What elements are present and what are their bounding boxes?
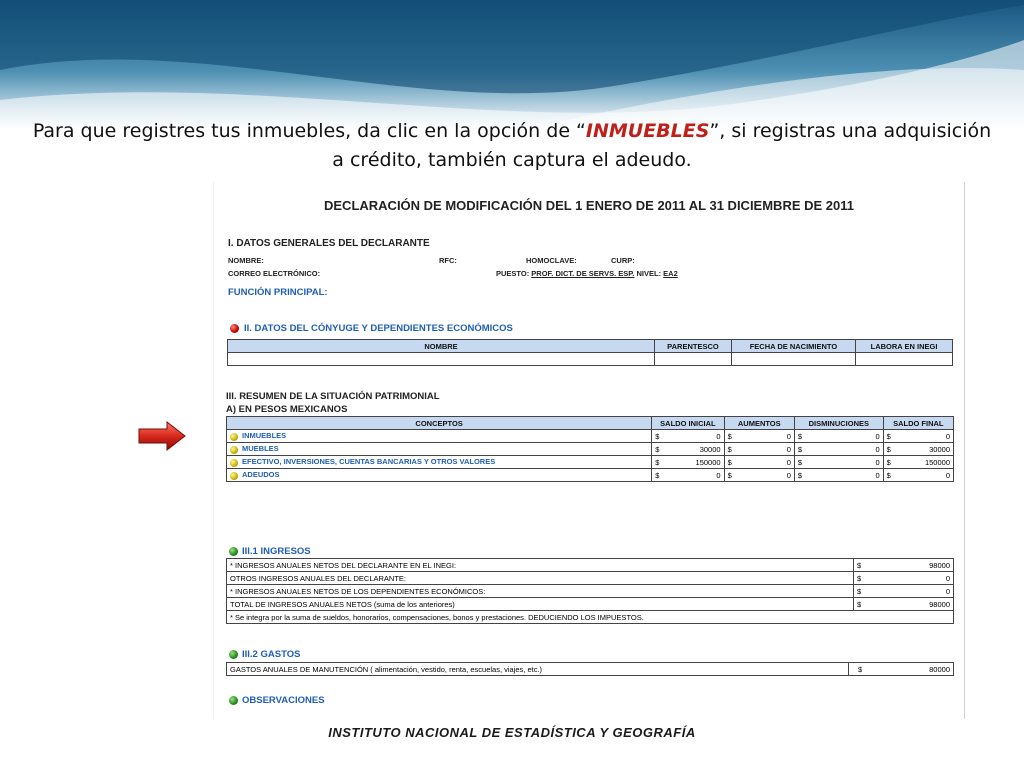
red-bullet-icon [230, 324, 239, 333]
nombre-label: NOMBRE: [228, 256, 264, 265]
gastos-link[interactable]: III.2 GASTOS [242, 649, 301, 660]
currency: $ [797, 470, 803, 480]
saldo-final: 150000 [924, 457, 950, 467]
inmuebles-link[interactable] [227, 430, 652, 443]
col-disminuciones: DISMINUCIONES [794, 417, 883, 430]
currency: $ [857, 573, 862, 583]
dependents-table [227, 339, 953, 366]
ingreso-value: 0 [945, 586, 950, 596]
saldo-final: 0 [945, 470, 950, 480]
aumentos: 0 [786, 444, 791, 454]
yellow-bullet-icon [230, 459, 238, 467]
yellow-bullet-icon [230, 446, 238, 454]
currency: $ [886, 444, 891, 454]
table-row [227, 572, 954, 585]
currency: $ [727, 431, 732, 441]
currency: $ [886, 470, 891, 480]
saldo-final: 0 [945, 431, 950, 441]
ingreso-value: 98000 [929, 560, 950, 570]
funcion-principal-link[interactable]: FUNCIÓN PRINCIPAL: [228, 287, 328, 298]
currency: $ [655, 431, 660, 441]
homoclave-label: HOMOCLAVE: [526, 256, 577, 265]
currency: $ [727, 444, 732, 454]
table-row [227, 598, 954, 611]
correo-label: CORREO ELECTRÓNICO: [228, 269, 321, 278]
currency: $ [858, 664, 863, 674]
col-labora-inegi: LABORA EN INEGI [856, 340, 953, 353]
aumentos: 0 [786, 470, 791, 480]
instruction-part1: Para que registres tus inmuebles, da clic en la opción de “ [32, 120, 586, 142]
saldo-inicial: 0 [716, 431, 721, 441]
declaration-form-screenshot [213, 182, 965, 719]
currency: $ [727, 470, 732, 480]
patrimonio-table [226, 416, 954, 482]
col-conceptos: CONCEPTOS [227, 417, 652, 430]
currency: $ [727, 457, 732, 467]
aumentos: 0 [786, 457, 791, 467]
right-arrow-icon [137, 420, 187, 452]
yellow-bullet-icon [230, 433, 238, 441]
saldo-inicial: 150000 [695, 457, 721, 467]
nivel-label: NIVEL: [636, 269, 662, 278]
disminuciones: 0 [875, 457, 880, 467]
footer-institution: INSTITUTO NACIONAL DE ESTADÍSTICA Y GEOGRAFÍA [328, 725, 696, 740]
green-bullet-icon [229, 696, 238, 705]
concept-label: INMUEBLES [242, 431, 287, 441]
concept-label: EFECTIVO, INVERSIONES, CUENTAS BANCARIAS Y OTROS VALORES [242, 457, 496, 467]
currency: $ [655, 457, 660, 467]
table-row [227, 559, 954, 572]
puesto-row [496, 269, 678, 278]
table-row [227, 611, 954, 624]
currency: $ [797, 444, 803, 454]
saldo-inicial: 30000 [699, 444, 721, 454]
puesto-label: PUESTO: [496, 269, 530, 278]
efectivo-link[interactable] [227, 456, 652, 469]
table-row-inmuebles [227, 430, 954, 443]
col-saldo-final: SALDO FINAL [883, 417, 953, 430]
puesto-value: PROF. DICT. DE SERVS. ESP. [531, 269, 635, 278]
saldo-final: 30000 [929, 444, 950, 454]
gastos-label: GASTOS ANUALES DE MANUTENCIÓN ( alimentación, vestido, renta, escuelas, viajes, etc.) [227, 663, 849, 676]
concept-label: MUEBLES [242, 444, 279, 454]
table-row [228, 353, 953, 366]
col-parentesco: PARENTESCO [655, 340, 732, 353]
adeudos-link[interactable] [227, 469, 652, 482]
section3-title: III. RESUMEN DE LA SITUACIÓN PATRIMONIAL [226, 391, 440, 402]
instruction-text [30, 117, 994, 175]
ingreso-label: * INGRESOS ANUALES NETOS DEL DECLARANTE EN EL INEGI: [227, 559, 854, 572]
currency: $ [886, 457, 891, 467]
ingreso-label: * INGRESOS ANUALES NETOS DE LOS DEPENDIENTES ECONÓMICOS: [227, 585, 854, 598]
rfc-label: RFC: [439, 256, 457, 265]
ingreso-label: TOTAL DE INGRESOS ANUALES NETOS (suma de los anteriores) [227, 598, 854, 611]
section2-link[interactable]: II. DATOS DEL CÓNYUGE Y DEPENDIENTES ECONÓMICOS [244, 323, 513, 334]
section3-subtitle: A) EN PESOS MEXICANOS [226, 404, 348, 415]
aumentos: 0 [786, 431, 791, 441]
section1-title: I. DATOS GENERALES DEL DECLARANTE [228, 238, 430, 249]
table-row [227, 585, 954, 598]
table-row-adeudos [227, 469, 954, 482]
form-title: DECLARACIÓN DE MODIFICACIÓN DEL 1 ENERO DE 2011 AL 31 DICIEMBRE DE 2011 [324, 198, 854, 213]
gastos-value: 80000 [929, 664, 950, 674]
currency: $ [857, 560, 862, 570]
col-aumentos: AUMENTOS [724, 417, 794, 430]
currency: $ [797, 431, 803, 441]
col-saldo-inicial: SALDO INICIAL [652, 417, 724, 430]
curp-label: CURP: [611, 256, 635, 265]
disminuciones: 0 [875, 470, 880, 480]
col-nombre: NOMBRE [228, 340, 655, 353]
disminuciones: 0 [875, 444, 880, 454]
ingreso-value: 98000 [929, 599, 950, 609]
ingreso-value: 0 [945, 573, 950, 583]
currency: $ [857, 599, 862, 609]
table-row [227, 663, 954, 676]
currency: $ [655, 470, 660, 480]
ingresos-table [226, 558, 954, 624]
instruction-part2: ”, si registras una adquisición a crédito, también captura el adeudo. [332, 120, 992, 171]
disminuciones: 0 [875, 431, 880, 441]
yellow-bullet-icon [230, 472, 238, 480]
ingresos-note: * Se integra por la suma de sueldos, honorarios, compensaciones, bonos y prestaciones. DEDUCIENDO LOS IMPUESTOS. [227, 611, 954, 624]
table-row-muebles [227, 443, 954, 456]
muebles-link[interactable] [227, 443, 652, 456]
nivel-value: EA2 [663, 269, 678, 278]
currency: $ [857, 586, 862, 596]
instruction-keyword: INMUEBLES [585, 120, 710, 142]
green-bullet-icon [229, 650, 238, 659]
col-fecha-nacimiento: FECHA DE NACIMIENTO [731, 340, 855, 353]
green-bullet-icon [229, 547, 238, 556]
currency: $ [886, 431, 891, 441]
table-row-efectivo [227, 456, 954, 469]
ingreso-label: OTROS INGRESOS ANUALES DEL DECLARANTE: [227, 572, 854, 585]
ingresos-link[interactable]: III.1 INGRESOS [242, 546, 311, 557]
concept-label: ADEUDOS [242, 470, 280, 480]
currency: $ [655, 444, 660, 454]
observaciones-link[interactable]: OBSERVACIONES [242, 695, 325, 706]
currency: $ [797, 457, 803, 467]
saldo-inicial: 0 [716, 470, 721, 480]
gastos-table [226, 662, 954, 676]
